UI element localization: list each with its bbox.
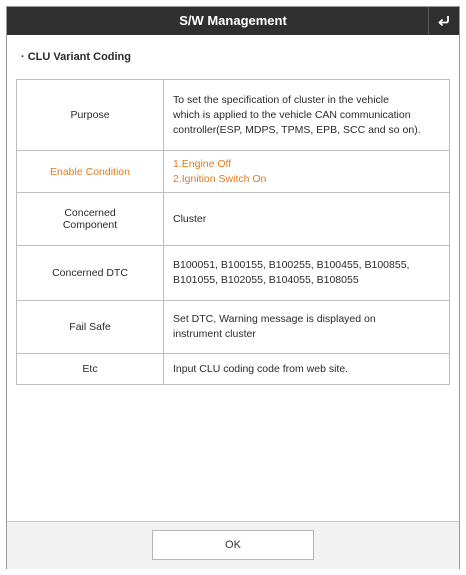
row-label — [17, 193, 164, 246]
row-label — [17, 80, 164, 151]
row-value-line: which is applied to the vehicle CAN communication — [173, 108, 411, 121]
info-table — [16, 79, 450, 385]
back-button[interactable] — [428, 7, 459, 35]
section-title: · CLU Variant Coding — [21, 51, 131, 63]
table-row — [17, 301, 450, 354]
row-value — [164, 354, 450, 385]
row-label-line: Concerned — [64, 207, 116, 219]
row-value-line: instrument cluster — [173, 328, 256, 340]
row-value-line: B100051, B100155, B100255, B100455, B100855, — [173, 259, 410, 271]
row-label — [17, 301, 164, 354]
row-value — [164, 80, 450, 151]
table-row — [17, 80, 450, 151]
row-value-line: Set DTC, Warning message is displayed on — [173, 313, 376, 325]
table-row — [17, 354, 450, 385]
row-value-line: 1.Engine Off — [173, 157, 232, 170]
row-value-line: 2.Ignition Switch On — [173, 172, 267, 185]
row-label-line: Purpose — [70, 109, 110, 121]
row-value-line: controller(ESP, MDPS, TPMS, EPB, SCC and so on). — [173, 123, 421, 136]
row-label-line: Concerned DTC — [52, 267, 128, 279]
row-value-line: Input CLU coding code from web site. — [173, 362, 349, 375]
row-label — [17, 354, 164, 385]
row-label-line: Etc — [82, 363, 98, 375]
dialog-window — [6, 6, 460, 569]
return-arrow-icon — [437, 14, 451, 28]
row-value — [164, 246, 450, 301]
row-label — [17, 246, 164, 301]
table-row — [17, 193, 450, 246]
row-value — [164, 151, 450, 193]
table-row — [17, 246, 450, 301]
footer-bar — [7, 521, 459, 569]
row-value-line: Cluster — [173, 212, 207, 225]
table-row — [17, 151, 450, 193]
row-label-line: Fail Safe — [69, 321, 111, 333]
row-value-line: To set the specification of cluster in the vehicle — [173, 93, 389, 106]
window-title: S/W Management — [179, 13, 287, 28]
row-value — [164, 301, 450, 354]
row-value-line: B101055, B102055, B104055, B108055 — [173, 274, 359, 286]
row-label-line: Component — [62, 219, 118, 231]
row-label-line: Enable Condition — [50, 165, 130, 178]
row-value — [164, 193, 450, 246]
ok-button[interactable]: OK — [152, 530, 314, 560]
row-label — [17, 151, 164, 193]
title-bar — [7, 7, 459, 35]
